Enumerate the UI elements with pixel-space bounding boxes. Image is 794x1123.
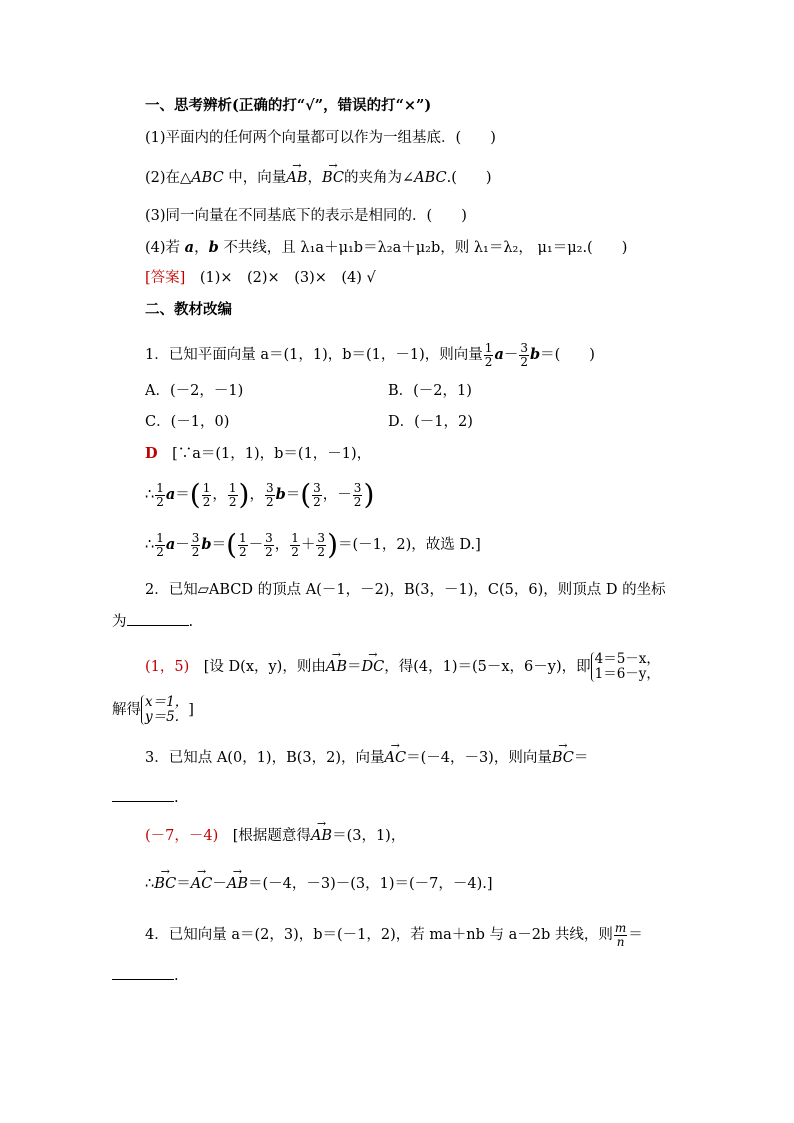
problem-4-stem: 4．已知向量 a＝(2，3)，b＝(－1，2)，若 ma＋nb 与 a－2b 共线，则 $\frac{m}{n}$ ＝ <box>145 920 643 949</box>
question-4: (4)若 a，b 不共线，且 λ₁a＋μ₁b＝λ₂a＋μ₂b，则 λ₁＝λ₂， μ₁＝μ₂.( ) <box>145 239 628 256</box>
option-d: D．(－1，2) <box>388 414 473 430</box>
problem-3-solution: (－7，－4) [根据题意得→ AB＝(3，1)， <box>145 826 405 846</box>
vector-bc: → BC <box>322 168 344 188</box>
problem-2-solution: (1，5) [设 D(x，y)，则由→ AB＝→ DC，得(4，1)＝(5－x，6－y)，即 4＝5－x， 1＝6－y， <box>145 650 660 684</box>
problem-1-solution-3: ∴ $\frac{1}{2}$ a－ $\frac{3}{2}$ b＝( $\frac{1}{2}$ － $\frac{3}{2}$ ， $\frac{1}{2}$ ＋ $\frac{3}{2}$ )＝(－1，2)，故选 D.] <box>145 528 481 561</box>
problem-3-solution-2: ∴→ BC＝→ AC－→ AB＝(－4，－3)－(3，1)＝(－7，－4).] <box>145 874 493 894</box>
problem-3-stem: 3．已知点 A(0，1)，B(3，2)，向量→ AC＝(－4，－3)，则向量→ BC＝ <box>145 748 588 768</box>
option-b: B．(－2，1) <box>388 383 472 399</box>
question-1: (1)平面内的任何两个向量都可以作为一组基底．( ) <box>145 130 496 146</box>
problem-1-stem: 1．已知平面向量 a＝(1，1)，b＝(1，－1)，则向量 $\frac{1}{2}$ a－ $\frac{3}{2}$ b＝( ) <box>145 340 595 369</box>
problem-4-blank: . <box>112 966 179 986</box>
problem-1-solution-1: D [∵a＝(1，1)，b＝(1，－1)， <box>145 445 372 462</box>
problem-2-stem: 2．已知▱ABCD 的顶点 A(－1，－2)，B(3，－1)，C(5，6)，则顶点 D 的坐标 <box>145 582 666 598</box>
question-2: (2)在△ABC 中，向量→ AB，→ BC的夹角为∠ABC.( ) <box>145 168 492 188</box>
section1-answer: [答案] (1)× (2)× (3)× (4) √ <box>145 270 376 286</box>
problem-3-blank: . <box>112 788 179 808</box>
option-c: C．(－1，0) <box>145 414 230 430</box>
problem-2-stem-2: 为 . <box>112 614 194 630</box>
problem-2-solve: 解得 x＝1， y＝5. ] <box>112 694 194 725</box>
option-a: A．(－2，－1) <box>145 383 244 399</box>
section1-title: 一、思考辨析(正确的打“√”，错误的打“×”) <box>145 97 432 114</box>
problem-1-solution-2: ∴ $\frac{1}{2}$ a＝( $\frac{1}{2}$ ， $\frac{1}{2}$ )， $\frac{3}{2}$ b＝( $\frac{3}{2}$ ，－ $\frac{3}{2}$ ) <box>145 478 375 511</box>
question-3: (3)同一向量在不同基底下的表示是相同的．( ) <box>145 208 467 224</box>
vector-ab: → AB <box>286 168 307 188</box>
section2-title: 二、教材改编 <box>145 301 232 318</box>
